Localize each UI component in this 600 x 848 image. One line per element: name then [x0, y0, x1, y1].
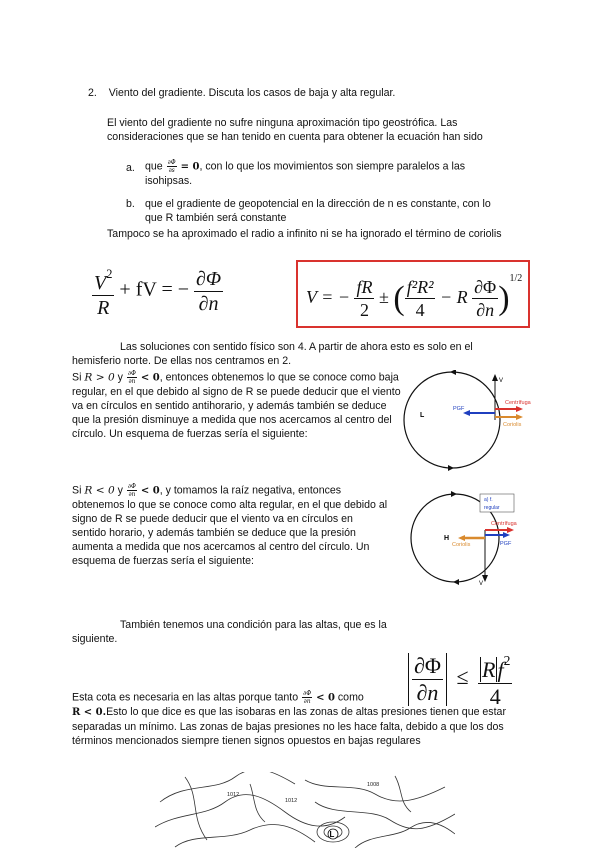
- intro-paragraph: El viento del gradiente no sufre ninguna aproximación tipo geostrófica. Las consideraciones que se han tenido en cuenta para obtener la ecuación han sido: [107, 117, 483, 143]
- low-centrifuga-head: [516, 406, 523, 412]
- map-label: 1008: [367, 782, 380, 788]
- low-pressure-diagram: [385, 370, 545, 480]
- high-flow-arrow-bottom: [453, 579, 459, 585]
- cota-paragraph: Esta cota es necesaria en las altas porque tanto $\frac{\partial\Phi}{\partial n}$ < 0 como R < 0.Esto lo que dice es que las isobaras en las zonas de altas presiones tienen que estar separadas un mínimo. Las zonas de bajas presiones no les hace falta, debido a que los dos términos mencionados siempre tienen signos opuestos en bajas regulares: [72, 690, 506, 748]
- high-centrifuga-label: Centrífuga: [491, 521, 517, 527]
- list-a-eq-zero: = 0: [180, 161, 200, 173]
- low-center-label: L: [420, 412, 425, 419]
- high-coriolis-head: [458, 535, 465, 541]
- low-pgf-label: PGF: [453, 406, 465, 412]
- low-velocity-arrow: [492, 374, 498, 381]
- heading-number: 2.: [88, 87, 97, 99]
- low-circle: [404, 372, 500, 468]
- high-flow-arrow-top: [451, 491, 457, 497]
- list-item-a: [145, 159, 505, 189]
- high-pgf-head: [503, 532, 510, 538]
- eq-left-mid: + fV = −: [119, 278, 190, 301]
- high-pgf-label: PGF: [500, 541, 512, 547]
- alta-regular-paragraph: Si R < 0 y $\frac{\partial\Phi}{\partial n}$ < 0, y tomamos la raíz negativa, entonces obtenemos lo que se conoce como alta regular, en el que debido al signo de R se puede deducir que el viento va en círculos en sentido horario, y además también se deduce que la presión aumenta a medida que nos acercamos al centro del círculo. Un esquema de fuerzas sería el siguiente:: [72, 483, 388, 568]
- weather-map-image: [155, 772, 455, 848]
- list-a-text: , con lo que los movimientos son siempre paralelos a las isohipsas.: [145, 160, 466, 188]
- high-condition-inequality: $\frac{\partial\Phi}{\partial n}$ ≤ $\frac{Rf^2}{4}$: [408, 648, 512, 710]
- solution-equation: V = − $\frac{fR}{2}$ ± ( $\frac{\text{f²R²}}{4}$ − R $\frac{\partial\Phi}{\partial n}$ )$^{1/2}$: [306, 273, 523, 321]
- low-coriolis-label: Coriolis: [503, 422, 522, 428]
- map-background: [155, 772, 455, 848]
- list-a-fraction: $\frac{\partial\Phi}{\partial s}$: [167, 159, 176, 174]
- high-velocity-label: V: [479, 581, 484, 587]
- high-legend-bottom: regular: [484, 505, 500, 511]
- map-low-label: L: [329, 830, 335, 839]
- baja-regular-paragraph: Si R > 0 y $\frac{\partial\Phi}{\partial n}$ < 0, entonces obtenemos lo que se conoce como baja regular, en el que debido al signo de R se puede deducir que el viento va en círculos en sentido antihorario, y además también se deduce que la presión disminuye a medida que nos acercamos al centro del círculo. Un esquema de fuerzas sería el siguiente:: [72, 370, 401, 441]
- high-pressure-diagram: [400, 490, 550, 590]
- low-flow-arrow-bottom: [448, 465, 454, 471]
- low-centrifuga-label: Centrífuga: [505, 400, 531, 406]
- gradient-wind-equation: $\frac{V^2}{R}$ + fV = − $\frac{\partial\Phi}{\partial n}$: [92, 262, 223, 320]
- heading-text: Viento del gradiente. Discuta los casos de baja y alta regular.: [108, 87, 396, 99]
- soluciones-paragraph: Las soluciones con sentido físico son 4. A partir de ahora esto es solo en el hemisferio norte. De ellas nos centramos en 2.: [72, 341, 473, 367]
- high-centrifuga-head: [507, 527, 514, 533]
- low-velocity-label: V: [499, 378, 504, 384]
- condicion-paragraph: También tenemos una condición para las altas, que es la siguiente.: [72, 619, 387, 645]
- section-heading: [88, 87, 528, 101]
- list-a-prefix: que: [145, 160, 163, 173]
- list-marker-a: a.: [126, 162, 135, 174]
- map-label: 1012: [227, 792, 240, 798]
- high-coriolis-label: Coriolis: [452, 542, 471, 548]
- map-label: 1012: [285, 798, 298, 804]
- list-marker-b: b.: [126, 198, 135, 210]
- low-coriolis-head: [516, 414, 523, 420]
- high-legend-top: a) f.: [484, 497, 493, 503]
- high-center-label: H: [444, 535, 450, 542]
- tampoco-paragraph: Tampoco se ha aproximado el radio a infinito ni se ha ignorado el término de coriolis: [107, 228, 502, 240]
- list-item-b: que el gradiente de geopotencial en la dirección de n es constante, con lo que R también será constante: [145, 198, 491, 224]
